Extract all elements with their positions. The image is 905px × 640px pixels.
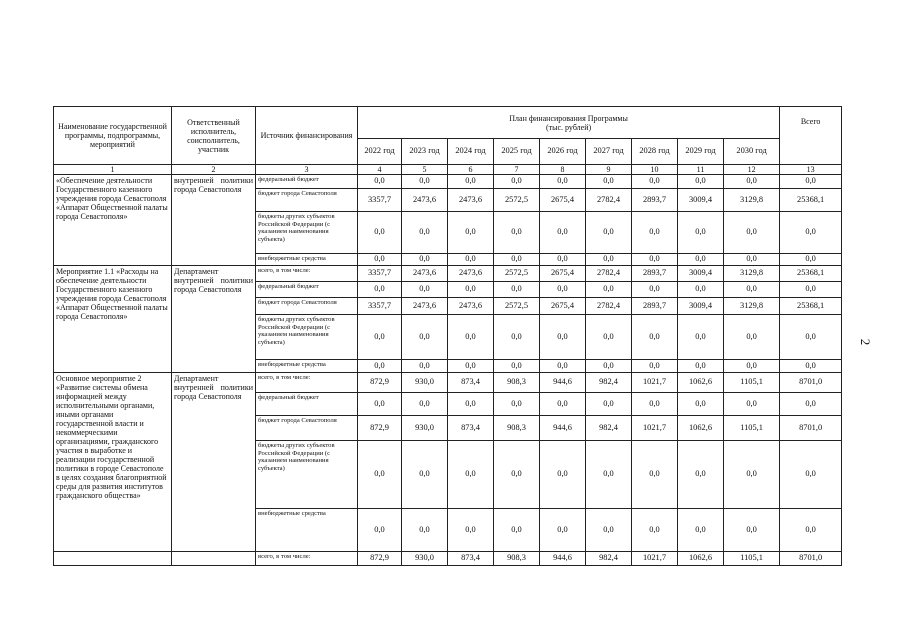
funding-source-cell: всего, в том числе: — [256, 266, 358, 282]
year-value-cell: 2675,4 — [540, 266, 586, 282]
year-value-cell: 873,4 — [448, 552, 494, 566]
year-value-cell: 2782,4 — [586, 298, 632, 315]
year-value-cell: 0,0 — [448, 509, 494, 552]
year-value-cell: 0,0 — [402, 315, 448, 360]
year-value-cell: 0,0 — [724, 393, 780, 416]
year-value-cell: 0,0 — [586, 360, 632, 373]
column-number: 8 — [540, 165, 586, 175]
header-row — [54, 107, 842, 139]
year-value-cell: 0,0 — [448, 441, 494, 509]
program-name-cell: «Обеспечение деятельности Государственного казенного учреждения города Севастополя «Аппарат Общественной палаты города Севастополя» — [54, 175, 172, 266]
header-year: 2022 год — [358, 139, 402, 165]
year-value-cell: 0,0 — [402, 254, 448, 266]
year-value-cell: 944,6 — [540, 373, 586, 393]
year-value-cell: 0,0 — [494, 282, 540, 298]
responsible-cell: Департамент внутренней политики города Севастополя — [172, 266, 256, 373]
table-body — [54, 175, 842, 566]
year-value-cell: 2473,6 — [448, 189, 494, 212]
year-value-cell: 930,0 — [402, 373, 448, 393]
column-number: 11 — [678, 165, 724, 175]
funding-source-cell: бюджет города Севастополя — [256, 189, 358, 212]
year-value-cell: 944,6 — [540, 552, 586, 566]
year-value-cell: 0,0 — [494, 509, 540, 552]
total-value-cell: 0,0 — [780, 175, 842, 189]
table-row — [54, 552, 842, 566]
header-year: 2028 год — [632, 139, 678, 165]
year-value-cell: 0,0 — [632, 282, 678, 298]
total-value-cell: 0,0 — [780, 282, 842, 298]
year-value-cell: 944,6 — [540, 416, 586, 441]
funding-source-cell: всего, в том числе: — [256, 373, 358, 393]
year-value-cell: 2473,6 — [402, 189, 448, 212]
funding-source-cell: федеральный бюджет — [256, 282, 358, 298]
year-value-cell: 0,0 — [724, 441, 780, 509]
year-value-cell: 0,0 — [402, 393, 448, 416]
year-value-cell: 0,0 — [586, 393, 632, 416]
year-value-cell: 1021,7 — [632, 552, 678, 566]
total-value-cell: 25368,1 — [780, 266, 842, 282]
year-value-cell: 0,0 — [586, 282, 632, 298]
year-value-cell: 0,0 — [586, 254, 632, 266]
header-year: 2030 год — [724, 139, 780, 165]
year-value-cell: 0,0 — [494, 254, 540, 266]
year-value-cell: 3009,4 — [678, 266, 724, 282]
year-value-cell: 0,0 — [678, 282, 724, 298]
total-value-cell: 0,0 — [780, 360, 842, 373]
year-value-cell: 0,0 — [586, 509, 632, 552]
year-value-cell: 1105,1 — [724, 552, 780, 566]
year-value-cell: 0,0 — [678, 393, 724, 416]
year-value-cell: 3129,8 — [724, 266, 780, 282]
year-value-cell: 908,3 — [494, 416, 540, 441]
year-value-cell: 0,0 — [724, 175, 780, 189]
year-value-cell: 872,9 — [358, 552, 402, 566]
year-value-cell: 0,0 — [724, 212, 780, 254]
year-value-cell: 0,0 — [632, 509, 678, 552]
column-number: 2 — [172, 165, 256, 175]
year-value-cell: 0,0 — [402, 441, 448, 509]
year-value-cell: 0,0 — [678, 315, 724, 360]
header-year: 2027 год — [586, 139, 632, 165]
year-value-cell: 0,0 — [724, 315, 780, 360]
year-value-cell: 3129,8 — [724, 189, 780, 212]
year-value-cell: 0,0 — [540, 509, 586, 552]
year-value-cell: 2473,6 — [402, 298, 448, 315]
year-value-cell: 3357,7 — [358, 189, 402, 212]
header-plan — [358, 107, 780, 139]
year-value-cell: 0,0 — [724, 282, 780, 298]
year-value-cell: 3129,8 — [724, 298, 780, 315]
funding-source-cell: бюджет города Севастополя — [256, 416, 358, 441]
total-value-cell: 0,0 — [780, 212, 842, 254]
year-value-cell: 1105,1 — [724, 373, 780, 393]
year-value-cell: 0,0 — [448, 315, 494, 360]
table-row — [54, 175, 842, 189]
year-value-cell: 1105,1 — [724, 416, 780, 441]
year-value-cell: 0,0 — [632, 212, 678, 254]
year-value-cell: 2893,7 — [632, 189, 678, 212]
year-value-cell: 982,4 — [586, 416, 632, 441]
year-value-cell: 2675,4 — [540, 298, 586, 315]
year-value-cell: 1021,7 — [632, 416, 678, 441]
year-value-cell: 0,0 — [632, 175, 678, 189]
year-value-cell: 3009,4 — [678, 189, 724, 212]
year-value-cell: 0,0 — [540, 441, 586, 509]
year-value-cell: 0,0 — [358, 175, 402, 189]
column-number: 12 — [724, 165, 780, 175]
table-row — [54, 373, 842, 393]
header-year: 2026 год — [540, 139, 586, 165]
year-value-cell: 1062,6 — [678, 552, 724, 566]
funding-source-cell: бюджеты других субъектов Российской Федерации (с указанием наименования субъекта) — [256, 441, 358, 509]
total-value-cell: 25368,1 — [780, 189, 842, 212]
year-value-cell: 0,0 — [540, 315, 586, 360]
year-value-cell: 0,0 — [632, 254, 678, 266]
header-responsible: Ответственный исполнитель, соисполнитель, участник — [172, 107, 256, 165]
funding-source-cell: федеральный бюджет — [256, 175, 358, 189]
funding-source-cell: бюджет города Севастополя — [256, 298, 358, 315]
year-value-cell: 2572,5 — [494, 189, 540, 212]
year-value-cell: 0,0 — [724, 509, 780, 552]
year-value-cell: 0,0 — [358, 360, 402, 373]
year-value-cell: 0,0 — [678, 175, 724, 189]
header-name: Наименование государственной программы, подпрограммы, мероприятий — [54, 107, 172, 165]
header-plan-title: План финансирования Программы — [509, 113, 628, 123]
year-value-cell: 2675,4 — [540, 189, 586, 212]
year-value-cell: 0,0 — [358, 315, 402, 360]
year-value-cell: 0,0 — [678, 212, 724, 254]
column-number: 5 — [402, 165, 448, 175]
year-value-cell: 2782,4 — [586, 266, 632, 282]
table-row — [54, 266, 842, 282]
column-number: 13 — [780, 165, 842, 175]
year-value-cell: 0,0 — [494, 315, 540, 360]
year-value-cell: 873,4 — [448, 416, 494, 441]
program-name-cell: Мероприятие 1.1 «Расходы на обеспечение деятельности Государственного казенного учреждения города Севастополя «Аппарат Общественной палаты города Севастополя» — [54, 266, 172, 373]
year-value-cell: 0,0 — [402, 212, 448, 254]
year-value-cell: 0,0 — [632, 393, 678, 416]
page-number: 2 — [858, 338, 873, 346]
year-value-cell: 0,0 — [494, 441, 540, 509]
year-value-cell: 0,0 — [678, 441, 724, 509]
year-value-cell: 0,0 — [494, 175, 540, 189]
funding-source-cell: федеральный бюджет — [256, 393, 358, 416]
year-value-cell: 872,9 — [358, 416, 402, 441]
total-value-cell: 0,0 — [780, 315, 842, 360]
year-value-cell: 1062,6 — [678, 373, 724, 393]
year-value-cell: 0,0 — [586, 441, 632, 509]
year-value-cell: 2572,5 — [494, 298, 540, 315]
year-value-cell: 3357,7 — [358, 298, 402, 315]
year-value-cell: 908,3 — [494, 373, 540, 393]
total-value-cell: 8701,0 — [780, 416, 842, 441]
funding-source-cell: внебюджетные средства — [256, 254, 358, 266]
year-value-cell: 930,0 — [402, 416, 448, 441]
column-number: 10 — [632, 165, 678, 175]
total-value-cell: 0,0 — [780, 393, 842, 416]
year-value-cell: 2893,7 — [632, 298, 678, 315]
responsible-cell: Департамент внутренней политики города Севастополя — [172, 373, 256, 552]
header-plan-unit: (тыс. рублей) — [545, 122, 592, 132]
year-value-cell: 0,0 — [678, 360, 724, 373]
year-value-cell: 0,0 — [540, 393, 586, 416]
year-value-cell: 0,0 — [724, 254, 780, 266]
year-value-cell: 0,0 — [540, 360, 586, 373]
year-value-cell: 0,0 — [540, 254, 586, 266]
total-value-cell: 0,0 — [780, 254, 842, 266]
year-value-cell: 0,0 — [402, 282, 448, 298]
year-value-cell: 0,0 — [494, 393, 540, 416]
year-value-cell: 930,0 — [402, 552, 448, 566]
year-value-cell: 3357,7 — [358, 266, 402, 282]
year-value-cell: 0,0 — [494, 360, 540, 373]
year-value-cell: 0,0 — [540, 212, 586, 254]
column-number: 7 — [494, 165, 540, 175]
year-value-cell: 0,0 — [494, 212, 540, 254]
year-value-cell: 873,4 — [448, 373, 494, 393]
year-value-cell: 0,0 — [678, 509, 724, 552]
total-value-cell: 8701,0 — [780, 552, 842, 566]
year-value-cell: 0,0 — [402, 175, 448, 189]
total-value-cell: 0,0 — [780, 441, 842, 509]
column-number: 3 — [256, 165, 358, 175]
responsible-cell — [172, 552, 256, 566]
year-value-cell: 0,0 — [724, 360, 780, 373]
year-value-cell: 1062,6 — [678, 416, 724, 441]
year-value-cell: 0,0 — [586, 175, 632, 189]
year-value-cell: 3009,4 — [678, 298, 724, 315]
funding-source-cell: всего, в том числе: — [256, 552, 358, 566]
year-value-cell: 0,0 — [402, 509, 448, 552]
header-source: Источник финансирования — [256, 107, 358, 165]
funding-source-cell: внебюджетные средства — [256, 509, 358, 552]
year-value-cell: 0,0 — [448, 360, 494, 373]
year-value-cell: 0,0 — [448, 282, 494, 298]
year-value-cell: 0,0 — [358, 393, 402, 416]
year-value-cell: 2782,4 — [586, 189, 632, 212]
year-value-cell: 2473,6 — [448, 298, 494, 315]
year-value-cell: 0,0 — [540, 282, 586, 298]
year-value-cell: 872,9 — [358, 373, 402, 393]
year-value-cell: 0,0 — [586, 212, 632, 254]
year-value-cell: 2473,6 — [402, 266, 448, 282]
year-value-cell: 982,4 — [586, 552, 632, 566]
column-number-row — [54, 165, 842, 175]
header-total: Всего — [780, 107, 842, 165]
year-value-cell: 0,0 — [540, 175, 586, 189]
year-value-cell: 982,4 — [586, 373, 632, 393]
financing-plan-table — [53, 106, 842, 566]
year-value-cell: 0,0 — [448, 212, 494, 254]
column-number: 6 — [448, 165, 494, 175]
responsible-cell: внутренней политики города Севастополя — [172, 175, 256, 266]
year-value-cell: 0,0 — [402, 360, 448, 373]
funding-source-cell: внебюджетные средства — [256, 360, 358, 373]
year-value-cell: 0,0 — [448, 254, 494, 266]
header-year: 2029 год — [678, 139, 724, 165]
year-value-cell: 0,0 — [448, 393, 494, 416]
year-value-cell: 1021,7 — [632, 373, 678, 393]
year-value-cell: 0,0 — [586, 315, 632, 360]
header-year: 2024 год — [448, 139, 494, 165]
year-value-cell: 0,0 — [358, 441, 402, 509]
year-value-cell: 0,0 — [678, 254, 724, 266]
column-number: 9 — [586, 165, 632, 175]
year-value-cell: 0,0 — [632, 315, 678, 360]
year-value-cell: 0,0 — [632, 360, 678, 373]
total-value-cell: 0,0 — [780, 509, 842, 552]
program-name-cell — [54, 552, 172, 566]
year-value-cell: 0,0 — [358, 212, 402, 254]
column-number: 4 — [358, 165, 402, 175]
total-value-cell: 25368,1 — [780, 298, 842, 315]
total-value-cell: 8701,0 — [780, 373, 842, 393]
funding-source-cell: бюджеты других субъектов Российской Федерации (с указанием наименования субъекта) — [256, 315, 358, 360]
year-value-cell: 2473,6 — [448, 266, 494, 282]
program-name-cell: Основное мероприятие 2 «Развитие системы обмена информацией между исполнительными органами, иными органами государственной власти и некоммерческими организациями, гражданского участия в выработке и реализации государственной политики в городе Севастополе в целях создания благоприятной среды для развития институтов гражданского общества» — [54, 373, 172, 552]
year-value-cell: 0,0 — [358, 254, 402, 266]
header-year: 2023 год — [402, 139, 448, 165]
year-value-cell: 0,0 — [358, 282, 402, 298]
year-value-cell: 0,0 — [632, 441, 678, 509]
column-number: 1 — [54, 165, 172, 175]
year-value-cell: 2893,7 — [632, 266, 678, 282]
year-value-cell: 908,3 — [494, 552, 540, 566]
year-value-cell: 0,0 — [358, 509, 402, 552]
header-year: 2025 год — [494, 139, 540, 165]
year-value-cell: 0,0 — [448, 175, 494, 189]
funding-source-cell: бюджеты других субъектов Российской Федерации (с указанием наименования субъекта) — [256, 212, 358, 254]
year-value-cell: 2572,5 — [494, 266, 540, 282]
